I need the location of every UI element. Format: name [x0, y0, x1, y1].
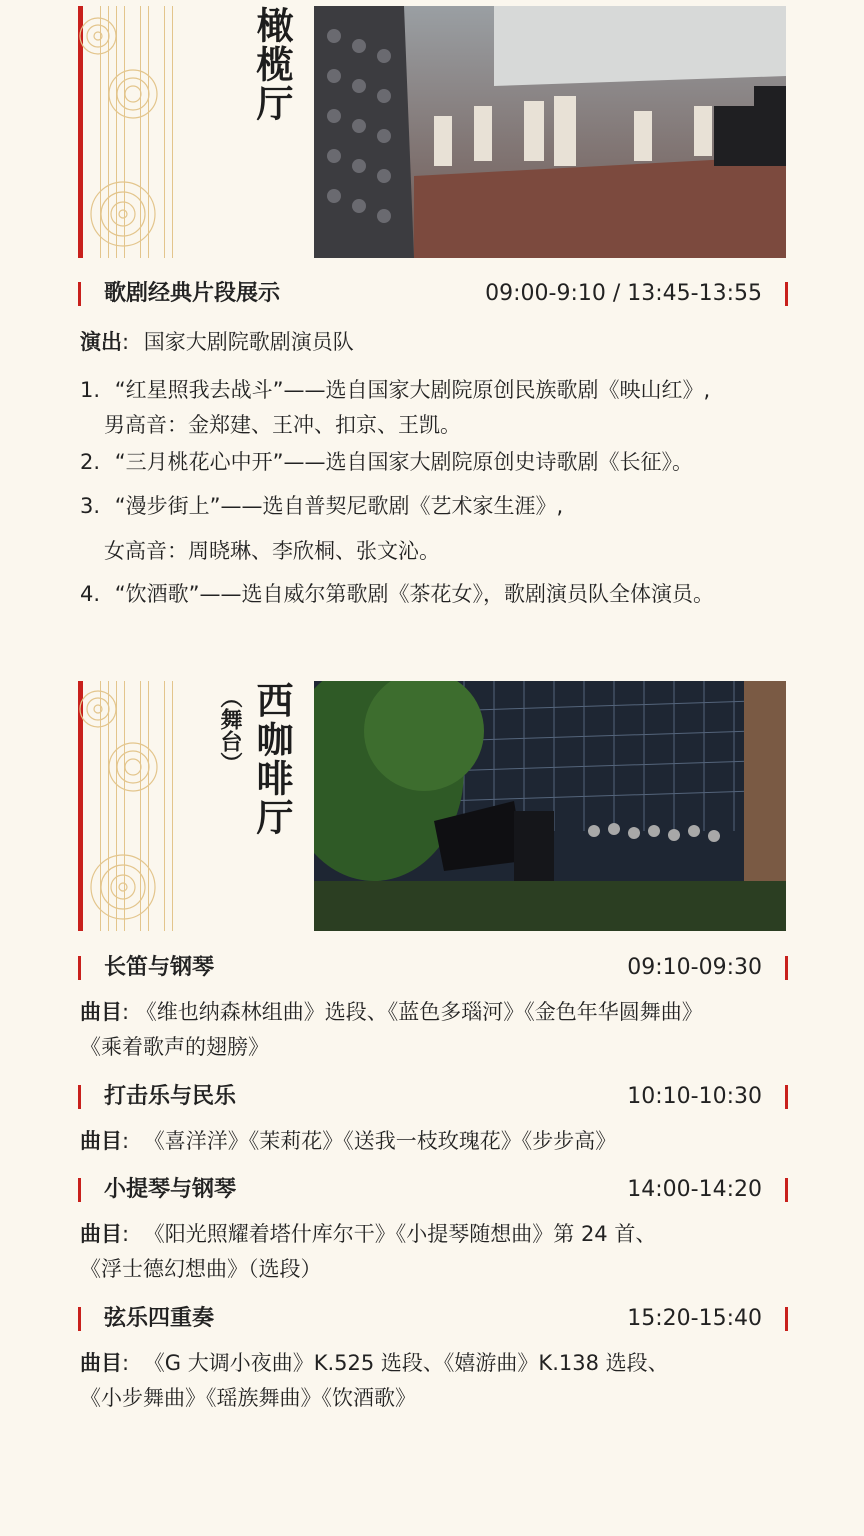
list-item-sub: 男高音：金郑建、王冲、扣京、王凯。: [104, 413, 461, 437]
program-time: 15:20-15:40: [627, 1306, 762, 1331]
hall-title-west-cafe: 西咖啡厅: [250, 681, 293, 837]
repertoire-line: 《乘着歌声的翅膀》: [80, 1035, 269, 1059]
repertoire-label: 曲目: [80, 1000, 122, 1024]
program-title: 小提琴与钢琴: [104, 1177, 237, 1202]
repertoire-line: 《浮士德幻想曲》（选段）: [80, 1257, 322, 1281]
repertoire-line: 曲目: 《阳光照耀着塔什库尔干》《小提琴随想曲》第 24 首、: [80, 1222, 657, 1246]
list-item: 2. “三月桃花心中开”——选自国家大剧院原创史诗歌剧《长征》。: [80, 450, 693, 474]
program-time: 10:10-10:30: [627, 1084, 762, 1109]
hall-title-olive: 橄榄厅: [250, 6, 293, 123]
repertoire-label: 曲目: [80, 1351, 122, 1375]
program-title: 长笛与钢琴: [104, 955, 215, 980]
performer-line: 演出: 国家大剧院歌剧演员队: [80, 330, 354, 354]
photo-dance-performance: [314, 6, 786, 258]
list-item: 4. “饮酒歌”——选自威尔第歌剧《茶花女》，歌剧演员队全体演员。: [80, 582, 714, 606]
program-title: 歌剧经典片段展示: [104, 281, 281, 306]
program-header-opera: [78, 279, 788, 309]
program-title: 打击乐与民乐: [104, 1084, 237, 1109]
list-item: 3. “漫步街上”——选自普契尼歌剧《艺术家生涯》,: [80, 494, 564, 518]
program-header-percussion-folk: [78, 1082, 788, 1112]
repertoire-line: 曲目: 《G 大调小夜曲》K.525 选段、《嬉游曲》K.138 选段、: [80, 1351, 669, 1375]
repertoire-line: 曲目: 《维也纳森林组曲》选段、《蓝色多瑙河》《金色年华圆舞曲》: [80, 1000, 703, 1024]
repertoire-line: 《小步舞曲》《瑶族舞曲》《饮酒歌》: [80, 1386, 416, 1410]
repertoire-label: 曲目: [80, 1129, 122, 1153]
program-title: 弦乐四重奏: [104, 1306, 215, 1331]
performer-label: 演出: [80, 330, 122, 354]
program-time: 09:00-9:10 / 13:45-13:55: [485, 281, 762, 306]
repertoire-label: 曲目: [80, 1222, 122, 1246]
program-header-violin-piano: [78, 1175, 788, 1205]
flower-ornament-icon: [78, 6, 178, 258]
hall-subtitle-stage: （舞台）: [217, 686, 242, 774]
program-header-flute-piano: [78, 953, 788, 983]
program-time: 09:10-09:30: [627, 955, 762, 980]
decorative-panel-top: [78, 6, 178, 258]
decorative-panel-bottom: [78, 681, 178, 931]
photo-piano-performance: [314, 681, 786, 931]
performer-name: 国家大剧院歌剧演员队: [143, 330, 354, 354]
list-item: 1. “红星照我去战斗”——选自国家大剧院原创民族歌剧《映山红》,: [80, 378, 711, 402]
flower-ornament-icon: [78, 681, 178, 931]
program-time: 14:00-14:20: [627, 1177, 762, 1202]
program-header-string-quartet: [78, 1304, 788, 1334]
repertoire-line: 曲目: 《喜洋洋》《茉莉花》《送我一枝玫瑰花》《步步高》: [80, 1129, 617, 1153]
list-item-sub: 女高音：周晓琳、李欣桐、张文沁。: [104, 539, 440, 563]
